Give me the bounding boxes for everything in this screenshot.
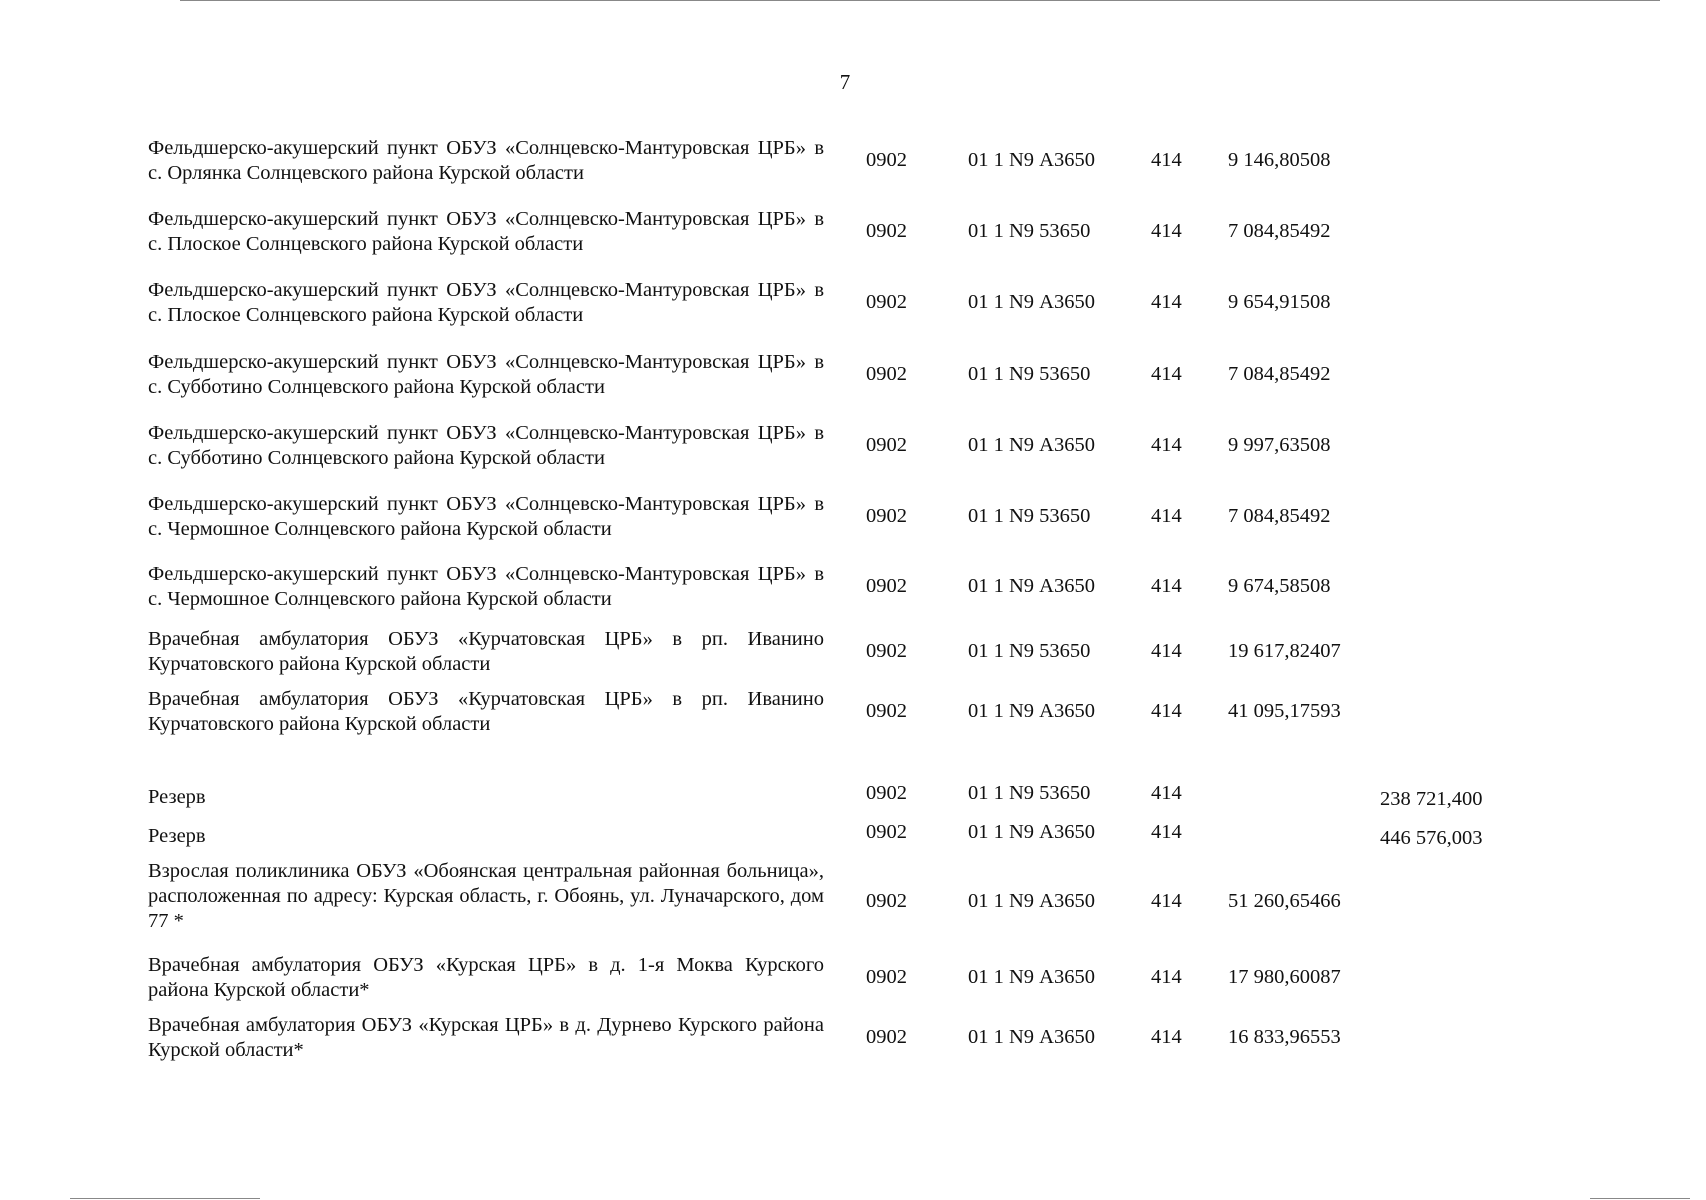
section-code: 0902 xyxy=(866,821,907,843)
facility-name: Резерв xyxy=(148,825,206,847)
reserve-amount: 238 721,400 xyxy=(1380,788,1483,810)
expense-kind: 414 xyxy=(1151,149,1182,171)
target-article-code: 01 1 N9 А3650 xyxy=(968,1026,1095,1048)
facility-name: Фельдшерско-акушерский пункт ОБУЗ «Солнцевско-Мантуровская ЦРБ» в с. Чермошное Солнцевского района Курской области xyxy=(148,563,824,610)
target-article-code: 01 1 N9 53650 xyxy=(968,363,1091,385)
target-article-code: 01 1 N9 53650 xyxy=(968,782,1091,804)
facility-name: Фельдшерско-акушерский пункт ОБУЗ «Солнцевско-Мантуровская ЦРБ» в с. Субботино Солнцевского района Курской области xyxy=(148,422,824,469)
expense-kind: 414 xyxy=(1151,782,1182,804)
amount: 7 084,85492 xyxy=(1228,505,1331,527)
amount: 7 084,85492 xyxy=(1228,363,1331,385)
facility-name: Фельдшерско-акушерский пункт ОБУЗ «Солнцевско-Мантуровская ЦРБ» в с. Плоское Солнцевского района Курской области xyxy=(148,208,824,255)
facility-name: Врачебная амбулатория ОБУЗ «Курчатовская ЦРБ» в рп. Иванино Курчатовского района Курской области xyxy=(148,688,824,735)
amount: 51 260,65466 xyxy=(1228,890,1341,912)
facility-name: Взрослая поликлиника ОБУЗ «Обоянская центральная районная больница», расположенная по адресу: Курская область, г. Обоянь, ул. Луначарского, дом 77 * xyxy=(148,860,824,932)
amount: 19 617,82407 xyxy=(1228,640,1341,662)
amount: 9 674,58508 xyxy=(1228,575,1331,597)
target-article-code: 01 1 N9 53650 xyxy=(968,220,1091,242)
facility-name: Фельдшерско-акушерский пункт ОБУЗ «Солнцевско-Мантуровская ЦРБ» в с. Орлянка Солнцевского района Курской области xyxy=(148,137,824,184)
section-code: 0902 xyxy=(866,966,907,988)
expense-kind: 414 xyxy=(1151,640,1182,662)
section-code: 0902 xyxy=(866,149,907,171)
expense-kind: 414 xyxy=(1151,890,1182,912)
amount: 16 833,96553 xyxy=(1228,1026,1341,1048)
section-code: 0902 xyxy=(866,363,907,385)
section-code: 0902 xyxy=(866,700,907,722)
amount: 41 095,17593 xyxy=(1228,700,1341,722)
expense-kind: 414 xyxy=(1151,220,1182,242)
facility-name: Фельдшерско-акушерский пункт ОБУЗ «Солнцевско-Мантуровская ЦРБ» в с. Чермошное Солнцевского района Курской области xyxy=(148,493,824,540)
section-code: 0902 xyxy=(866,1026,907,1048)
section-code: 0902 xyxy=(866,782,907,804)
target-article-code: 01 1 N9 А3650 xyxy=(968,149,1095,171)
target-article-code: 01 1 N9 А3650 xyxy=(968,434,1095,456)
expense-kind: 414 xyxy=(1151,700,1182,722)
expense-kind: 414 xyxy=(1151,575,1182,597)
amount: 7 084,85492 xyxy=(1228,220,1331,242)
target-article-code: 01 1 N9 53650 xyxy=(968,640,1091,662)
expense-kind: 414 xyxy=(1151,821,1182,843)
target-article-code: 01 1 N9 А3650 xyxy=(968,700,1095,722)
section-code: 0902 xyxy=(866,291,907,313)
section-code: 0902 xyxy=(866,220,907,242)
amount: 9 654,91508 xyxy=(1228,291,1331,313)
facility-name: Врачебная амбулатория ОБУЗ «Курчатовская ЦРБ» в рп. Иванино Курчатовского района Курской области xyxy=(148,628,824,675)
expense-kind: 414 xyxy=(1151,291,1182,313)
section-code: 0902 xyxy=(866,434,907,456)
target-article-code: 01 1 N9 А3650 xyxy=(968,821,1095,843)
reserve-amount: 446 576,003 xyxy=(1380,827,1483,849)
facility-name: Врачебная амбулатория ОБУЗ «Курская ЦРБ» в д. 1-я Моква Курского района Курской области* xyxy=(148,954,824,1001)
expense-kind: 414 xyxy=(1151,966,1182,988)
section-code: 0902 xyxy=(866,505,907,527)
target-article-code: 01 1 N9 А3650 xyxy=(968,890,1095,912)
target-article-code: 01 1 N9 А3650 xyxy=(968,291,1095,313)
expense-kind: 414 xyxy=(1151,363,1182,385)
expense-kind: 414 xyxy=(1151,1026,1182,1048)
target-article-code: 01 1 N9 А3650 xyxy=(968,966,1095,988)
section-code: 0902 xyxy=(866,640,907,662)
facility-name: Фельдшерско-акушерский пункт ОБУЗ «Солнцевско-Мантуровская ЦРБ» в с. Субботино Солнцевского района Курской области xyxy=(148,351,824,398)
target-article-code: 01 1 N9 53650 xyxy=(968,505,1091,527)
target-article-code: 01 1 N9 А3650 xyxy=(968,575,1095,597)
section-code: 0902 xyxy=(866,890,907,912)
amount: 17 980,60087 xyxy=(1228,966,1341,988)
facility-name: Резерв xyxy=(148,786,206,808)
page-number: 7 xyxy=(839,70,851,94)
section-code: 0902 xyxy=(866,575,907,597)
expense-kind: 414 xyxy=(1151,434,1182,456)
facility-name: Врачебная амбулатория ОБУЗ «Курская ЦРБ» в д. Дурнево Курского района Курской области* xyxy=(148,1014,824,1061)
expense-kind: 414 xyxy=(1151,505,1182,527)
facility-name: Фельдшерско-акушерский пункт ОБУЗ «Солнцевско-Мантуровская ЦРБ» в с. Плоское Солнцевского района Курской области xyxy=(148,279,824,326)
amount: 9 997,63508 xyxy=(1228,434,1331,456)
amount: 9 146,80508 xyxy=(1228,149,1331,171)
